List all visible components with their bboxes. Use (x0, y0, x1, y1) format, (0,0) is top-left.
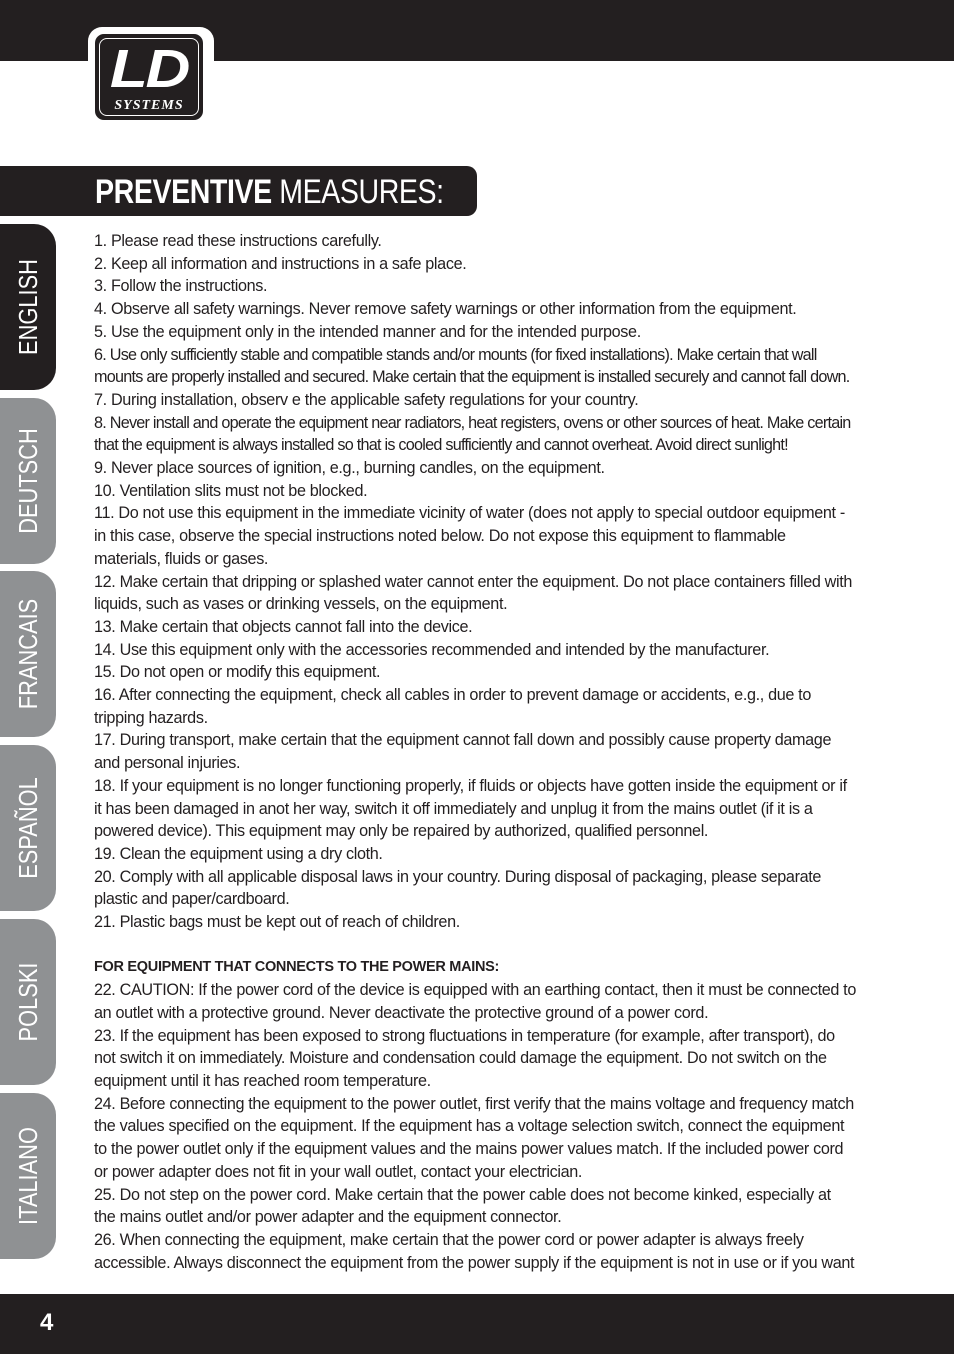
list-item: 16. After connecting the equipment, check all cables in order to prevent damage or accidents, e.g., due to tripping hazards. (94, 686, 811, 727)
page-title (95, 172, 444, 212)
list-item: 6. Use only sufficiently stable and compatible stands and/or mounts (for fixed installations). Make certain that wall mounts are properly installed and secured. Make certain that the equipment is installed securely and cannot fall down. (94, 345, 850, 387)
list-item: 18. If your equipment is no longer functioning properly, if fluids or objects have gotten inside the equipment or if it has been damaged in anot her way, switch it off immediately and unplug it from the mains outlet (if it is a powered device). This equipment may only be repaired by authorized, qualified personnel. (94, 776, 847, 841)
tab-label: ESPAÑOL (13, 777, 43, 879)
tab-label: ENGLISH (13, 259, 43, 355)
tab-label: POLSKI (13, 962, 43, 1042)
list-item: 13. Make certain that objects cannot fall into the device. (94, 617, 473, 636)
tab-english[interactable] (0, 224, 56, 390)
tab-francais[interactable] (0, 571, 56, 737)
list-item: 21. Plastic bags must be kept out of reach of children. (94, 913, 460, 932)
tab-italiano[interactable] (0, 1093, 56, 1259)
list-item: 22. CAUTION: If the power cord of the device is equipped with an earthing contact, then it must be connected to an outlet with a protective ground. Never deactivate the protective ground of a power cord. (94, 981, 856, 1022)
logo-systems-text: SYSTEMS (114, 98, 184, 113)
list-item: 10. Ventilation slits must not be blocked. (94, 481, 368, 500)
page-title-rest: MEASURES: (279, 173, 444, 211)
bottom-bar (0, 1294, 954, 1354)
list-item: 26. When connecting the equipment, make certain that the power cord or power adapter is always freely accessible. Always disconnect the equipment from the power supply if the equipment is not in use or if you want (94, 1230, 855, 1272)
list-item: 24. Before connecting the equipment to the power outlet, first verify that the mains voltage and frequency match the values specified on the equipment. If the equipment has a voltage selection switch, connect the equipment to the power outlet only if the equipment values and the mains power values match. If the included power cord or power adapter does not fit in your wall outlet, contact your electrician. (94, 1094, 854, 1181)
page-number: 4 (40, 1309, 54, 1336)
list-item: 3. Follow the instructions. (94, 277, 268, 296)
page-title-bold: PREVENTIVE (95, 173, 272, 211)
list-item: 7. During installation, observ e the applicable safety regulations for your country. (94, 390, 639, 409)
list-item: 12. Make certain that dripping or splashed water cannot enter the equipment. Do not place containers filled with liquids, such as vases or drinking vessels, on the equipment. (94, 572, 853, 614)
list-item: 15. Do not open or modify this equipment. (94, 663, 381, 682)
logo-ld-text: LD (109, 39, 189, 99)
logo-badge (93, 32, 205, 122)
list-item: 11. Do not use this equipment in the immediate vicinity of water (does not apply to special outdoor equipment - in this case, observe the special instructions noted below. Do not expose this equipment to flammable materials, fluids or gases. (94, 504, 845, 568)
tab-polski[interactable] (0, 919, 56, 1085)
instructions-body (94, 230, 856, 1274)
list-item: 4. Observe all safety warnings. Never remove safety warnings or other information from the equipment. (94, 300, 797, 319)
list-item: 9. Never place sources of ignition, e.g., burning candles, on the equipment. (94, 459, 605, 478)
tab-label: FRANCAIS (13, 598, 43, 710)
list-item: 1. Please read these instructions carefully. (94, 232, 382, 250)
list-item: 2. Keep all information and instructions in a safe place. (94, 254, 467, 273)
tab-label: ITALIANO (13, 1127, 43, 1225)
tab-deutsch[interactable] (0, 398, 56, 564)
list-item: 20. Comply with all applicable disposal laws in your country. During disposal of packaging, please separate plastic and paper/cardboard. (94, 867, 822, 909)
tab-espanol[interactable] (0, 745, 56, 911)
list-item: 25. Do not step on the power cord. Make certain that the power cable does not become kinked, especially at the mains outlet and/or power adapter and the equipment connector. (94, 1185, 831, 1227)
ld-systems-logo (88, 27, 214, 127)
list-item: 19. Clean the equipment using a dry cloth. (94, 844, 383, 863)
section-heading-power-mains: FOR EQUIPMENT THAT CONNECTS TO THE POWER MAINS: (94, 959, 500, 976)
tab-label: DEUTSCH (13, 428, 43, 534)
list-item: 5. Use the equipment only in the intended manner and for the intended purpose. (94, 322, 641, 341)
list-item: 8. Never install and operate the equipment near radiators, heat registers, ovens or other sources of heat. Make certain that the equipment is always installed so that is cooled sufficiently and cannot overheat. Avoid direct sunlight! (94, 413, 851, 455)
list-item: 14. Use this equipment only with the accessories recommended and intended by the manufacturer. (94, 640, 770, 659)
list-item: 17. During transport, make certain that the equipment cannot fall down and possibly cause property damage and personal injuries. (94, 731, 832, 773)
list-item: 23. If the equipment has been exposed to strong fluctuations in temperature (for example, after transport), do not switch it on immediately. Moisture and condensation could damage the equipment. Do not switch on the equipment until it has reached room temperature. (94, 1026, 835, 1090)
